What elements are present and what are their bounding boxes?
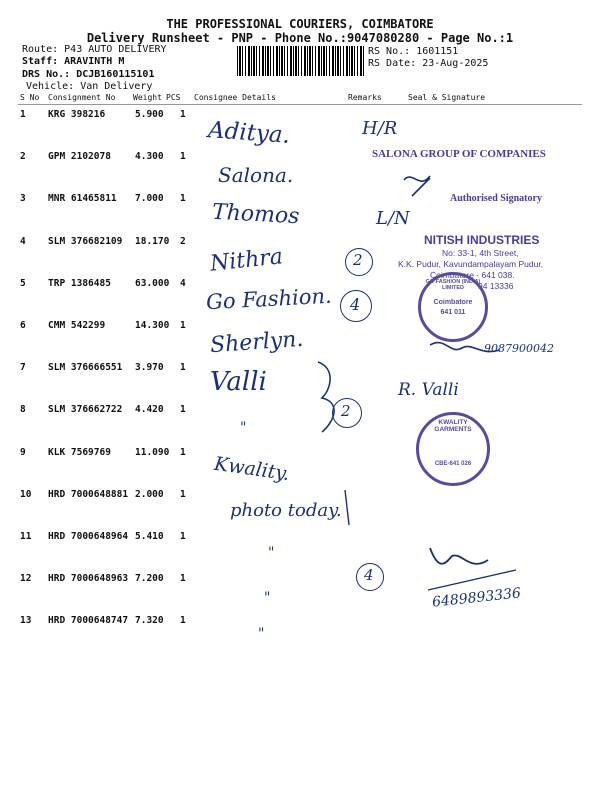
cell-pcs: 1 [180, 404, 186, 416]
cell-weight: 4.300 [135, 151, 164, 163]
cell-consignment: SLM 376666551 [48, 362, 123, 374]
cell-weight: 5.900 [135, 109, 164, 120]
cell-weight: 4.420 [135, 404, 164, 416]
remark-hr: H/R [362, 118, 398, 139]
stamp-nitish-name: NITISH INDUSTRIES [424, 233, 540, 247]
cell-consignment: KLK 7569769 [48, 446, 111, 458]
col-pcs: PCS [166, 93, 181, 102]
cell-consignment: TRP 1386485 [48, 277, 111, 289]
cell-consignment: HRD 7000648964 [48, 531, 129, 542]
cell-consignment: HRD 7000648747 [48, 615, 129, 627]
cell-consignment: HRD 7000648963 [48, 573, 129, 585]
seal-kwality [416, 412, 490, 486]
cell-weight: 63.000 [135, 277, 170, 289]
signature-r-valli: R. Valli [398, 380, 459, 400]
hand-name-8: " [240, 420, 247, 436]
signature-phone-1: 9087900042 [484, 342, 554, 355]
cell-sno: 13 [20, 615, 32, 627]
cell-sno: 5 [20, 277, 26, 289]
cell-sno: 3 [20, 193, 26, 205]
signature-phone-2: 6489893336 [431, 585, 522, 611]
cell-sno: 1 [20, 109, 26, 120]
staff-value: ARAVINTH M [64, 56, 125, 67]
cell-pcs: 2 [180, 235, 186, 247]
remark-ln: L/N [376, 208, 410, 229]
cell-weight: 7.200 [135, 573, 164, 585]
cell-pcs: 1 [180, 531, 186, 542]
cell-consignment: CMM 542299 [48, 320, 106, 331]
rs-date-value: 23-Aug-2025 [422, 58, 489, 69]
hand-name-10: photo today. [230, 500, 342, 521]
cell-consignment: MNR 61465811 [48, 193, 117, 205]
runsheet-subtitle: Delivery Runsheet - PNP - Phone No.:9047080280 - Page No.:1 [86, 31, 514, 45]
route-label: Route: [22, 44, 59, 55]
cell-sno: 11 [20, 531, 32, 542]
cell-weight: 7.320 [135, 615, 164, 627]
circled-value: 4 [364, 566, 374, 584]
hand-name-4: Nithra [208, 244, 285, 277]
cell-pcs: 1 [180, 615, 186, 627]
cell-weight: 11.090 [135, 446, 170, 458]
cell-pcs: 1 [180, 151, 186, 163]
rs-no-value: 1601151 [416, 46, 459, 57]
cell-weight: 14.300 [135, 320, 170, 331]
rs-date-label: RS Date: [368, 58, 417, 69]
seal-gofashion-city: Coimbatore [433, 299, 473, 306]
cell-consignment: SLM 376682109 [48, 235, 123, 247]
cell-pcs: 1 [180, 320, 186, 331]
vehicle-label: Vehicle: [26, 81, 75, 92]
cell-sno: 10 [20, 488, 32, 500]
cell-weight: 2.000 [135, 488, 164, 500]
drs-value: DCJB160115101 [76, 69, 155, 80]
route-value: P43 AUTO DELIVERY [64, 44, 167, 55]
hand-name-5: Go Fashion. [205, 283, 333, 315]
cell-pcs: 1 [180, 109, 186, 120]
hand-name-6: Sherlyn. [209, 326, 305, 359]
cell-sno: 4 [20, 235, 26, 247]
drs-label: DRS No.: [22, 69, 71, 80]
cell-sno: 2 [20, 151, 26, 163]
hand-name-7: Valli [210, 367, 267, 397]
signature-stroke [430, 548, 488, 564]
seal-gofashion [418, 272, 488, 342]
col-remarks: Remarks [348, 93, 382, 102]
cell-weight: 5.410 [135, 531, 164, 542]
circled-value: 2 [341, 402, 351, 420]
stamp-nitish-addr4: 94 13336 [478, 281, 514, 291]
cell-sno: 6 [20, 320, 26, 331]
stamp-nitish-addr3: Coimbatore - 641 038. [430, 270, 515, 280]
stamp-nitish-addr2: K.K. Pudur, Kavundampalayam Pudur, [398, 259, 544, 269]
stamp-salona: SALONA GROUP OF COMPANIES [372, 148, 546, 160]
cell-pcs: 1 [180, 193, 186, 205]
cell-pcs: 1 [180, 446, 186, 458]
col-weight: Weight [133, 93, 162, 102]
col-consignee: Consignee Details [194, 93, 276, 102]
seal-gofashion-pin: 641 011 [440, 309, 466, 316]
runsheet-title: THE PROFESSIONAL COURIERS, COIMBATORE [166, 17, 434, 31]
col-sno: S No [20, 93, 40, 102]
cell-sno: 12 [20, 573, 32, 585]
seal-kwality-ring: KWALITY GARMENTS [434, 419, 472, 433]
hand-name-11: " [268, 545, 275, 561]
hand-name-13: " [258, 626, 265, 642]
cell-weight: 3.970 [135, 362, 164, 374]
hand-name-9: Kwality. [212, 452, 291, 486]
hand-name-1: Aditya. [207, 117, 291, 149]
brace-stroke [318, 362, 334, 432]
circled-value: 2 [353, 251, 363, 269]
col-consignment: Consignment No [48, 93, 116, 102]
cell-weight: 18.170 [135, 235, 170, 247]
cell-consignment: GPM 2102078 [48, 151, 111, 163]
stamp-nitish-addr1: No: 33-1, 4th Street, [442, 248, 519, 258]
staff-label: Staff: [22, 56, 59, 67]
seal-gofashion-ring: GO FASHION (INDIA) LIMITED [425, 279, 481, 291]
stamp-authorised: Authorised Signatory [450, 193, 542, 204]
cell-consignment: HRD 7000648881 [48, 488, 129, 500]
rs-no-label: RS No.: [368, 46, 411, 57]
cell-consignment: SLM 376662722 [48, 404, 123, 416]
cell-pcs: 1 [180, 362, 186, 374]
circled-value: 4 [350, 295, 361, 314]
hand-name-2: Salona. [218, 163, 294, 187]
seal-kwality-city: CBE-641 026 [434, 461, 472, 467]
cell-sno: 8 [20, 404, 26, 416]
cell-pcs: 1 [180, 573, 186, 585]
col-seal: Seal & Signature [408, 93, 486, 102]
cell-consignment: KRG 398216 [48, 109, 106, 120]
vehicle-value: Van Delivery [80, 81, 153, 92]
hand-name-12: " [264, 590, 271, 606]
cell-pcs: 4 [180, 277, 186, 289]
initial-stroke [404, 176, 430, 196]
tick-stroke [345, 490, 349, 525]
cell-sno: 9 [20, 446, 26, 458]
cell-weight: 7.000 [135, 193, 164, 205]
cell-sno: 7 [20, 362, 26, 374]
cell-pcs: 1 [180, 488, 186, 500]
hand-name-3: Thomos [211, 199, 301, 230]
